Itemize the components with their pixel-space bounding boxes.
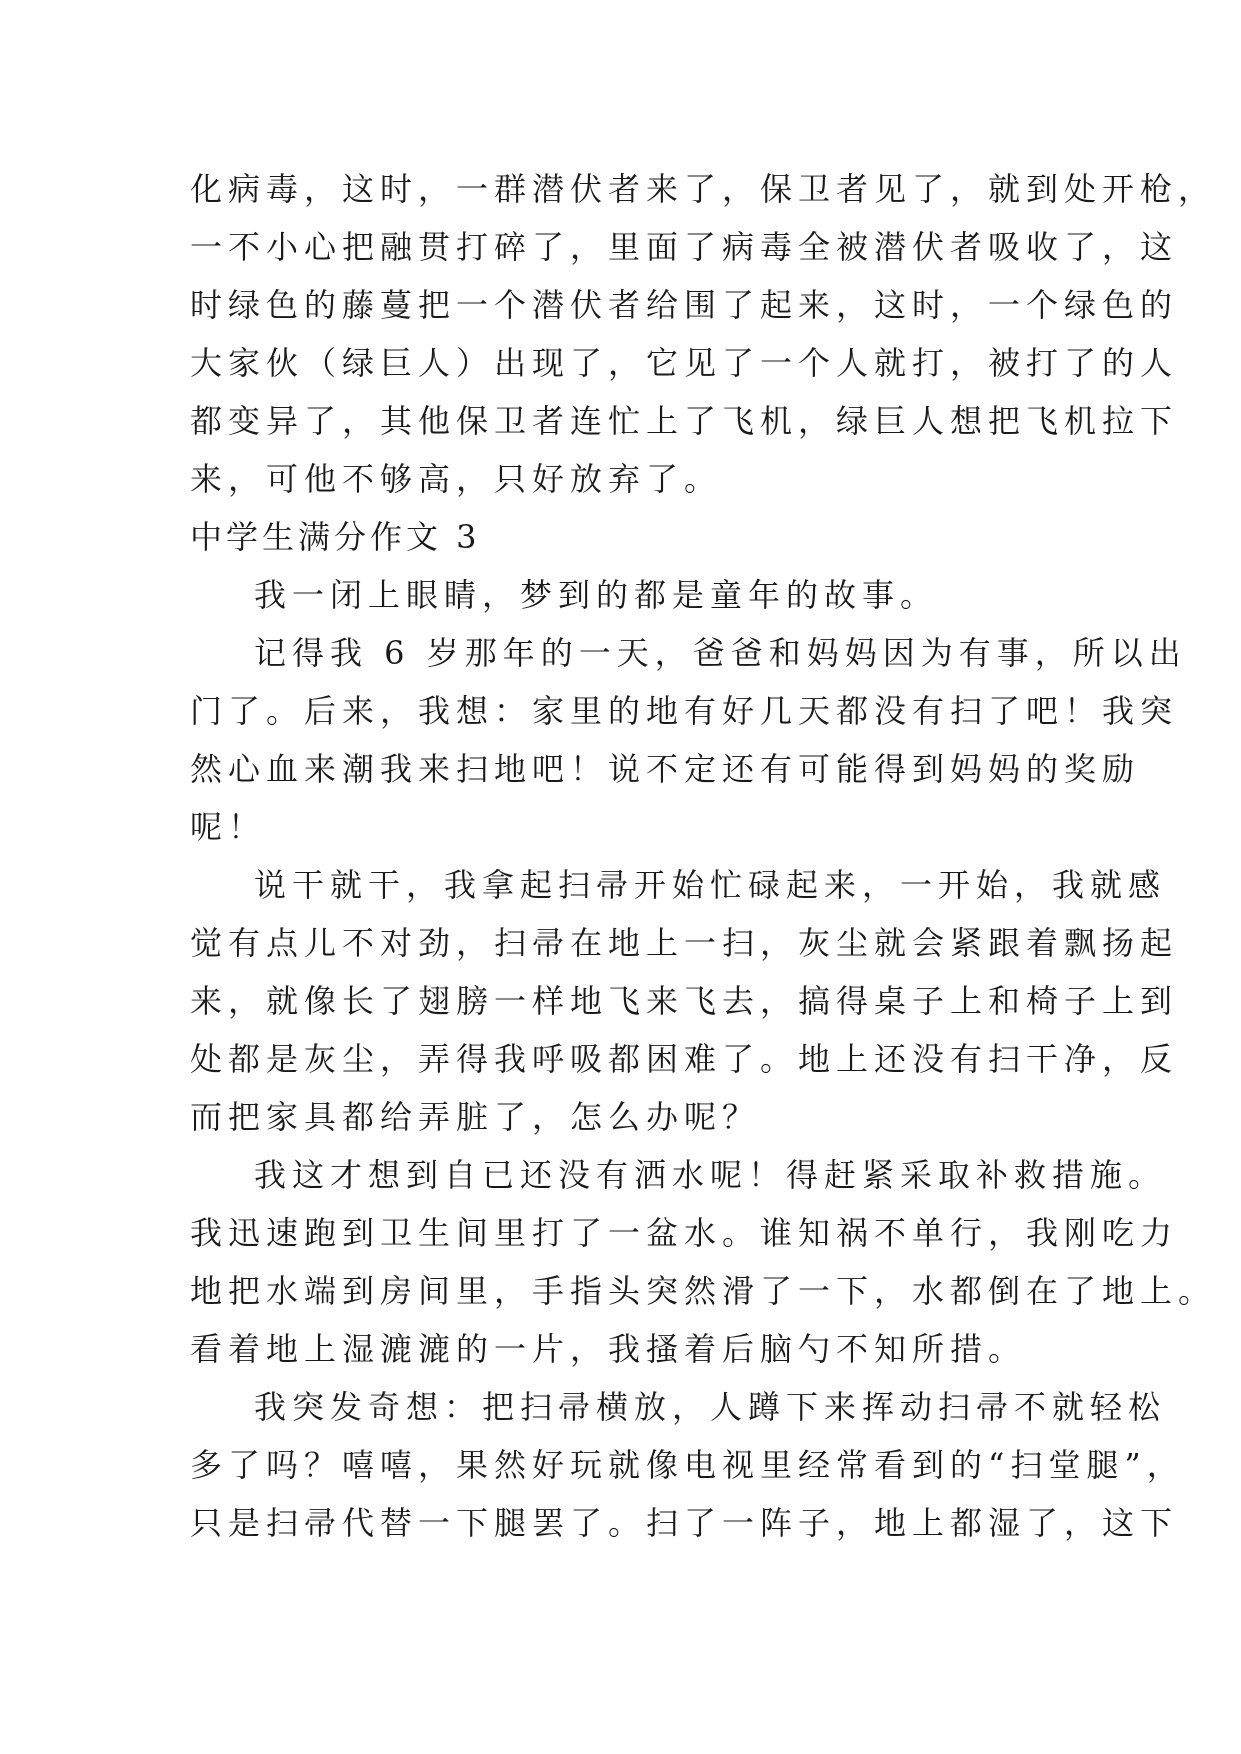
text-line: 看着地上湿漉漉的一片，我搔着后脑勺不知所措。 [190,1330,1027,1368]
text-line: 觉有点儿不对劲，扫帚在地上一扫，灰尘就会紧跟着飘扬起 [190,924,1179,962]
paragraph-first-line: 我一闭上眼睛，梦到的都是童年的故事。 [254,576,939,614]
text-line: 呢！ [190,808,267,846]
text-line: 门了。后来，我想：家里的地有好几天都没有扫了吧！我突 [190,692,1179,730]
text-line: 大家伙（绿巨人）出现了，它见了一个人就打，被打了的人 [190,344,1179,382]
paragraph-first-line: 我突发奇想：把扫帚横放，人蹲下来挥动扫帚不就轻松 [254,1388,1167,1426]
text-line: 一不小心把融贯打碎了，里面了病毒全被潜伏者吸收了，这 [190,228,1179,266]
text-line: 来，可他不够高，只好放弃了。 [190,460,723,498]
text-line: 都变异了，其他保卫者连忙上了飞机，绿巨人想把飞机拉下 [190,402,1179,440]
text-line: 而把家具都给弄脏了，怎么办呢？ [190,1098,761,1136]
text-line: 处都是灰尘，弄得我呼吸都困难了。地上还没有扫干净，反 [190,1040,1179,1078]
text-line: 来，就像长了翅膀一样地飞来飞去，搞得桌子上和椅子上到 [190,982,1179,1020]
text-line: 我迅速跑到卫生间里打了一盆水。谁知祸不单行，我刚吃力 [190,1214,1179,1252]
paragraph-first-line: 说干就干，我拿起扫帚开始忙碌起来，一开始，我就感 [254,866,1167,904]
text-line: 然心血来潮我来扫地吧！说不定还有可能得到妈妈的奖励 [190,750,1141,788]
paragraph-first-line: 记得我 6 岁那年的一天，爸爸和妈妈因为有事，所以出 [254,634,1187,672]
text-line: 时绿色的藤蔓把一个潜伏者给围了起来，这时，一个绿色的 [190,286,1179,324]
text-line: 多了吗？嘻嘻，果然好玩就像电视里经常看到的“扫堂腿”， [190,1446,1185,1484]
text-line: 地把水端到房间里，手指头突然滑了一下，水都倒在了地上。 [190,1272,1217,1310]
text-line: 化病毒，这时，一群潜伏者来了，保卫者见了，就到处开枪， [190,170,1217,208]
text-line: 只是扫帚代替一下腿罢了。扫了一阵子，地上都湿了，这下 [190,1504,1179,1542]
essay-text [190,160,1217,1552]
essay-heading: 中学生满分作文 3 [190,518,481,556]
paragraph-first-line: 我这才想到自已还没有洒水呢！得赶紧采取补救措施。 [254,1156,1167,1194]
